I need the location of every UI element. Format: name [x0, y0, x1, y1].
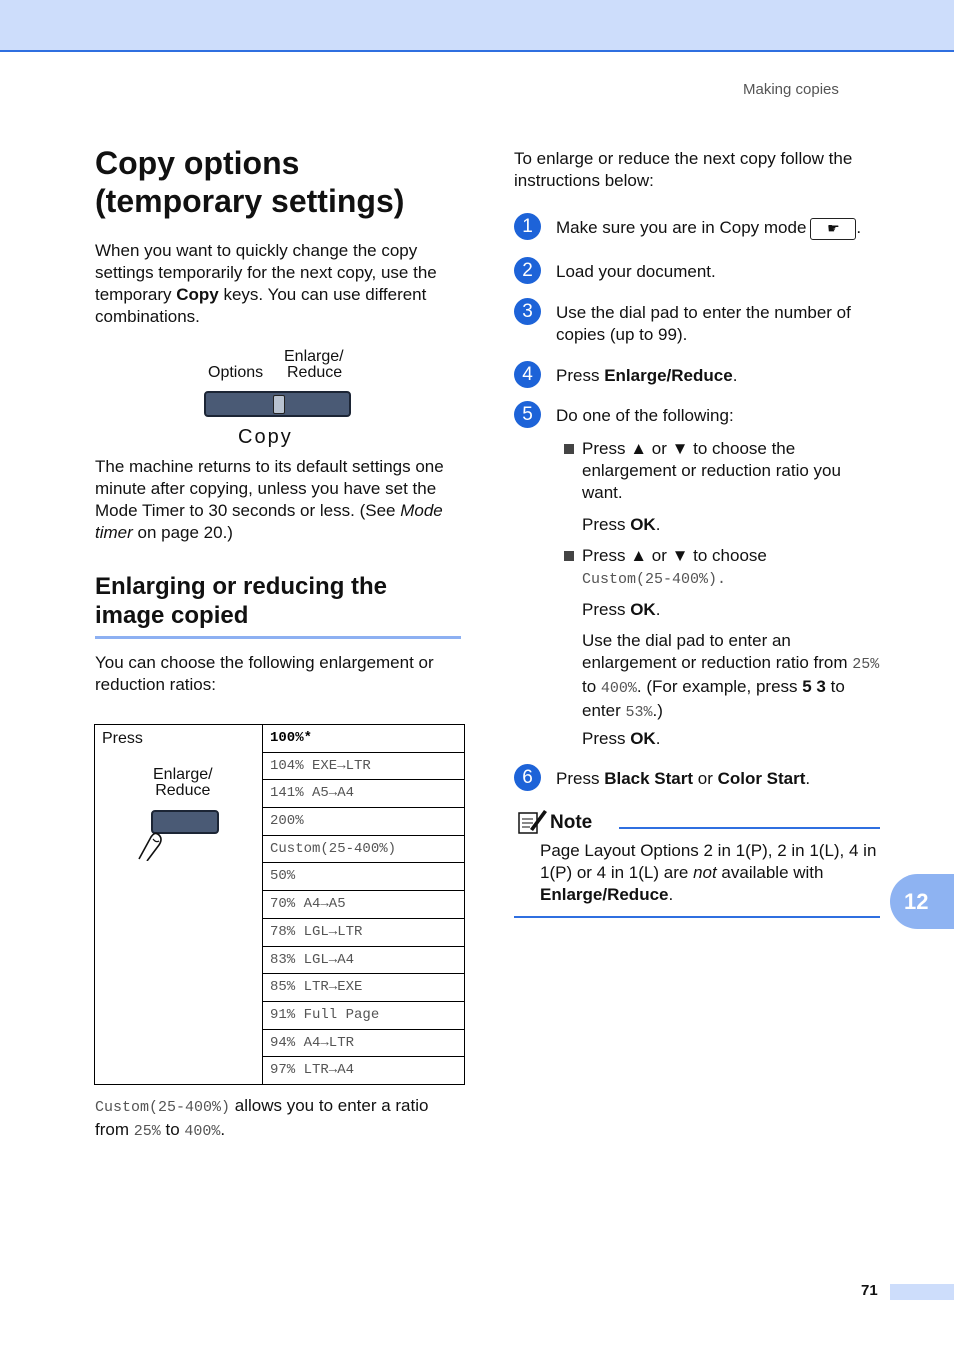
ratio-row: 141% A5→A4 — [263, 780, 464, 808]
custom-ratio-footnote: Custom(25-400%) allows you to enter a ratio from 25% to 400%. — [95, 1096, 429, 1140]
ratio-row: 83% LGL→A4 — [263, 947, 464, 975]
ratio-row: 97% LTR→A4 — [270, 1062, 355, 1079]
up-arrow-icon: ▲ — [630, 439, 648, 458]
bullet-b-press-ok-2: Press OK. — [582, 729, 661, 748]
reduce-label: Reduce — [287, 364, 343, 381]
intro-paragraph: When you want to quickly change the copy settings temporarily for the next copy, use the temporary Copy keys. You can use different combinations. — [95, 241, 437, 326]
key-divider — [273, 395, 285, 414]
step-number: 5 — [514, 401, 541, 428]
defaults-paragraph: The machine returns to its default settings one minute after copying, unless you have set the Mode Timer to 30 seconds or less. (See Mode timer on page 20.) — [95, 457, 444, 542]
bullet-b-dial-instructions: Use the dial pad to enter an enlargement or reduction ratio from 25% to 400%. (For example, press 5 3 to enter 53%.) — [582, 631, 880, 721]
note-body: Page Layout Options 2 in 1(P), 2 in 1(L), 4 in 1(P) or 4 in 1(L) are not available with Enlarge/Reduce. — [540, 841, 877, 904]
note-pencil-icon — [518, 807, 548, 835]
copy-key-icon: ☛ — [810, 218, 856, 240]
bullet-a-text: Press ▲ or ▼ to choose the enlargement or reduction ratio you want. — [582, 439, 841, 502]
ratio-list — [263, 725, 464, 1085]
ratio-row: 200% — [263, 808, 464, 836]
right-intro: To enlarge or reduce the next copy follow the instructions below: — [514, 149, 853, 190]
top-header-band — [0, 0, 954, 52]
ratio-row: 50% — [263, 863, 464, 891]
bullet-b-text: Press ▲ or ▼ to choose Custom(25-400%). — [582, 546, 767, 588]
running-title: Making copies — [743, 81, 839, 98]
ratio-row: Custom(25-400%) — [263, 836, 464, 864]
up-arrow-icon: ▲ — [630, 546, 648, 565]
note-header — [518, 805, 880, 835]
copy-keys-bar — [204, 391, 351, 417]
step-number: 4 — [514, 361, 541, 388]
step-number: 6 — [514, 764, 541, 791]
page-number-bar — [890, 1284, 954, 1300]
step-number: 1 — [514, 213, 541, 240]
press-cell — [95, 725, 263, 1084]
enlarge-reduce-label: Enlarge/ Reduce — [153, 766, 213, 799]
ratio-table — [94, 724, 465, 1085]
press-label: Press — [102, 730, 143, 747]
enlarge-label: Enlarge/ — [284, 348, 344, 365]
copy-label: Copy — [238, 426, 293, 448]
ratio-row: 104% EXE→LTR — [263, 753, 464, 781]
ratio-row: 94% A4→LTR — [263, 1030, 464, 1058]
note-title: Note — [550, 812, 593, 833]
step-number: 3 — [514, 298, 541, 325]
copy-keys-figure — [200, 345, 360, 450]
section-intro: You can choose the following enlargement or reduction ratios: — [95, 653, 434, 694]
bullet-marker — [564, 551, 574, 561]
finger-press-icon — [133, 821, 173, 861]
ratio-row: 85% LTR→EXE — [263, 974, 464, 1002]
down-arrow-icon: ▼ — [671, 439, 689, 458]
note-bottom-rule — [514, 916, 880, 918]
step-number: 2 — [514, 257, 541, 284]
note-rule — [619, 827, 880, 829]
ratio-row: 70% A4→A5 — [263, 891, 464, 919]
page-title: Copy options (temporary settings) — [95, 145, 405, 219]
bullet-marker — [564, 444, 574, 454]
chapter-tab: 12 — [890, 874, 954, 929]
bullet-b-press-ok: Press OK. — [582, 600, 661, 619]
options-label: Options — [208, 364, 264, 381]
ratio-row: 78% LGL→LTR — [263, 919, 464, 947]
ratio-row: 100%* — [263, 725, 464, 753]
ratio-row: 91% Full Page — [263, 1002, 464, 1030]
page-number: 71 — [861, 1282, 878, 1299]
section-title: Enlarging or reducing the image copied — [95, 572, 461, 639]
bullet-a-press-ok: Press OK. — [582, 515, 661, 534]
down-arrow-icon: ▼ — [671, 546, 689, 565]
